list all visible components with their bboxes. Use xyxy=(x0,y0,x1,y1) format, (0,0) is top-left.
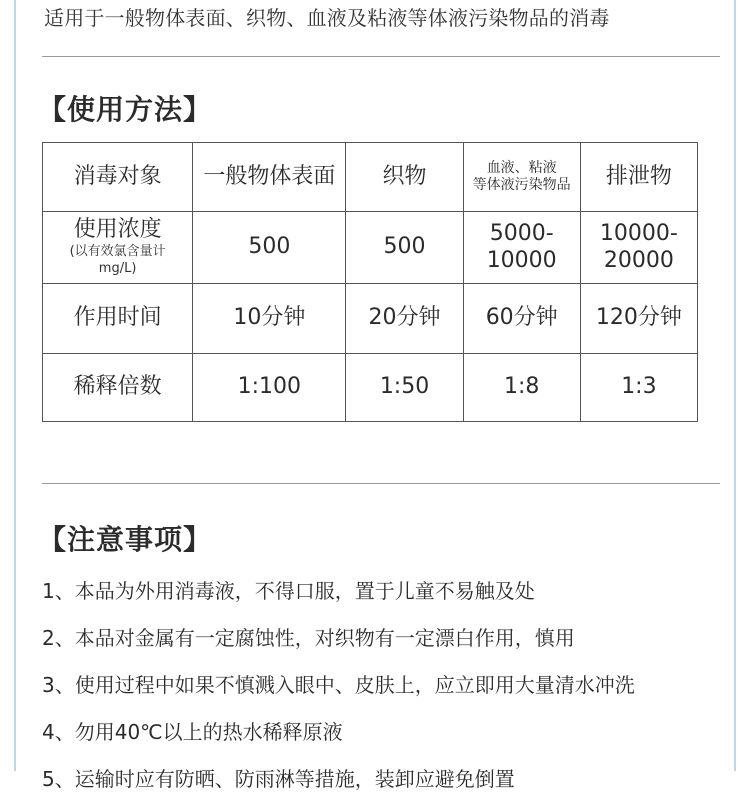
table-row-time xyxy=(43,284,698,354)
table-cell: 1:8 xyxy=(463,354,580,422)
row-label-dilution: 稀释倍数 xyxy=(43,354,193,422)
cell-line: 10000- xyxy=(599,221,678,247)
intro-text: 适用于一般物体表面、织物、血液及粘液等体液污染物品的消毒 xyxy=(44,6,610,30)
header-fabric: 织物 xyxy=(346,143,463,212)
row-label-concentration xyxy=(43,212,193,284)
table-cell xyxy=(463,212,580,284)
row-label-time: 作用时间 xyxy=(43,284,193,354)
divider xyxy=(42,483,720,484)
header-blood-line1: 血液、粘液 xyxy=(486,159,557,176)
table-cell: 1:100 xyxy=(193,354,346,422)
list-item: 5、运输时应有防晒、防雨淋等措施，装卸应避免倒置 xyxy=(42,767,515,791)
list-item: 4、勿用40℃以上的热水稀释原液 xyxy=(42,720,343,744)
usage-section-title: 【使用方法】 xyxy=(38,93,213,126)
table-row-concentration xyxy=(43,212,698,284)
table-row-dilution xyxy=(43,354,698,422)
cell-line: 10000 xyxy=(486,247,557,273)
table-cell xyxy=(580,212,697,284)
list-item: 3、使用过程中如果不慎溅入眼中、皮肤上，应立即用大量清水冲洗 xyxy=(42,673,635,697)
table-cell: 120分钟 xyxy=(580,284,697,354)
usage-table xyxy=(42,142,698,422)
table-cell: 10分钟 xyxy=(193,284,346,354)
table-header-row xyxy=(43,143,698,212)
table-cell: 500 xyxy=(346,212,463,284)
concentration-label: 使用浓度 xyxy=(73,217,162,243)
precautions-section-title: 【注意事项】 xyxy=(38,523,213,556)
header-target: 消毒对象 xyxy=(43,143,193,212)
table-cell: 1:3 xyxy=(580,354,697,422)
table-cell: 20分钟 xyxy=(346,284,463,354)
table-cell: 500 xyxy=(193,212,346,284)
header-blood-line2: 等体液污染物品 xyxy=(472,177,571,193)
divider xyxy=(42,56,720,57)
concentration-note-2: mg/L) xyxy=(98,260,137,276)
cell-line: 20000 xyxy=(603,247,674,273)
table-cell: 1:50 xyxy=(346,354,463,422)
page-frame-left xyxy=(14,0,16,771)
list-item: 1、本品为外用消毒液，不得口服，置于儿童不易触及处 xyxy=(42,579,535,603)
header-blood-fluids xyxy=(463,143,580,212)
header-surface: 一般物体表面 xyxy=(193,143,346,212)
table-cell: 60分钟 xyxy=(463,284,580,354)
list-item: 2、本品对金属有一定腐蚀性，对织物有一定漂白作用，慎用 xyxy=(42,626,575,650)
cell-line: 5000- xyxy=(489,221,554,247)
header-excreta: 排泄物 xyxy=(580,143,697,212)
concentration-note-1: (以有效氯含量计 xyxy=(69,243,166,259)
page-frame-right xyxy=(734,0,736,771)
